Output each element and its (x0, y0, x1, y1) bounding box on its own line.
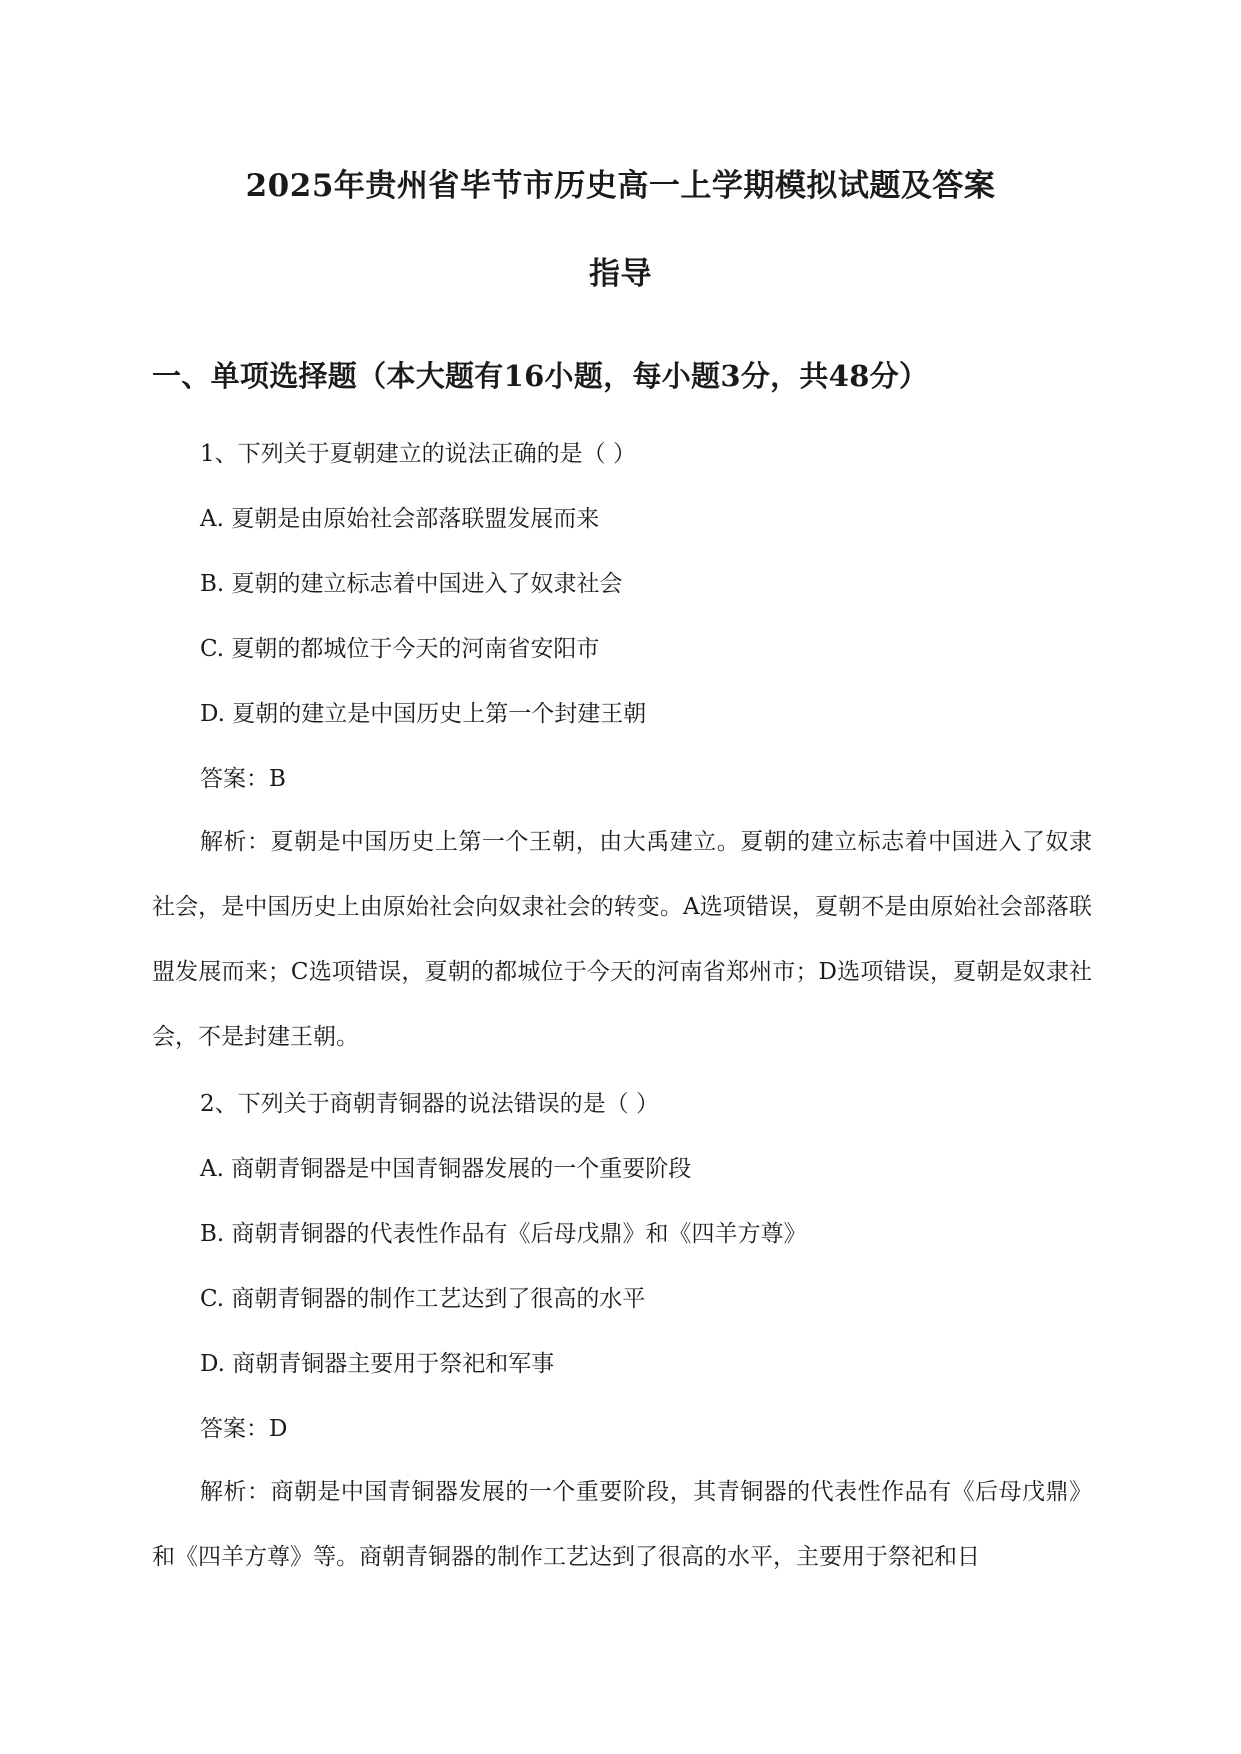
section-heading: 一、单项选择题（本大题有16小题，每小题3分，共48分） (152, 359, 929, 393)
question-2-option-d: D. 商朝青铜器主要用于祭祀和军事 (200, 1351, 555, 1377)
question-1-answer: 答案：B (200, 766, 286, 792)
document-title-line-1: 2025年贵州省毕节市历史高一上学期模拟试题及答案 (245, 168, 996, 204)
document-title-line-2: 指导 (589, 256, 652, 292)
question-2-stem: 2、下列关于商朝青铜器的说法错误的是（ ） (200, 1091, 659, 1117)
question-2-option-b: B. 商朝青铜器的代表性作品有《后母戊鼎》和《四羊方尊》 (200, 1221, 807, 1247)
question-1-option-c: C. 夏朝的都城位于今天的河南省安阳市 (200, 636, 600, 662)
question-1-explanation: 解析：夏朝是中国历史上第一个王朝，由大禹建立。夏朝的建立标志着中国进入了奴隶社会，是中国历史上由原始社会向奴隶社会的转变。A选项错误，夏朝不是由原始社会部落联盟发展而来；C选项错误，夏朝的都城位于今天的河南省郑州市；D选项错误，夏朝是奴隶社会，不是封建王朝。 (152, 829, 1092, 1050)
question-1-stem: 1、下列关于夏朝建立的说法正确的是（ ） (200, 441, 636, 467)
question-1-option-b: B. 夏朝的建立标志着中国进入了奴隶社会 (200, 571, 623, 597)
question-2-option-a: A. 商朝青铜器是中国青铜器发展的一个重要阶段 (200, 1156, 692, 1182)
question-1-option-d: D. 夏朝的建立是中国历史上第一个封建王朝 (200, 701, 647, 727)
question-2-explanation: 解析：商朝是中国青铜器发展的一个重要阶段，其青铜器的代表性作品有《后母戊鼎》和《四羊方尊》等。商朝青铜器的制作工艺达到了很高的水平，主要用于祭祀和日 (152, 1479, 1092, 1570)
question-1-option-a: A. 夏朝是由原始社会部落联盟发展而来 (200, 506, 600, 532)
question-2-option-c: C. 商朝青铜器的制作工艺达到了很高的水平 (200, 1286, 646, 1312)
question-2-answer: 答案：D (200, 1416, 288, 1442)
